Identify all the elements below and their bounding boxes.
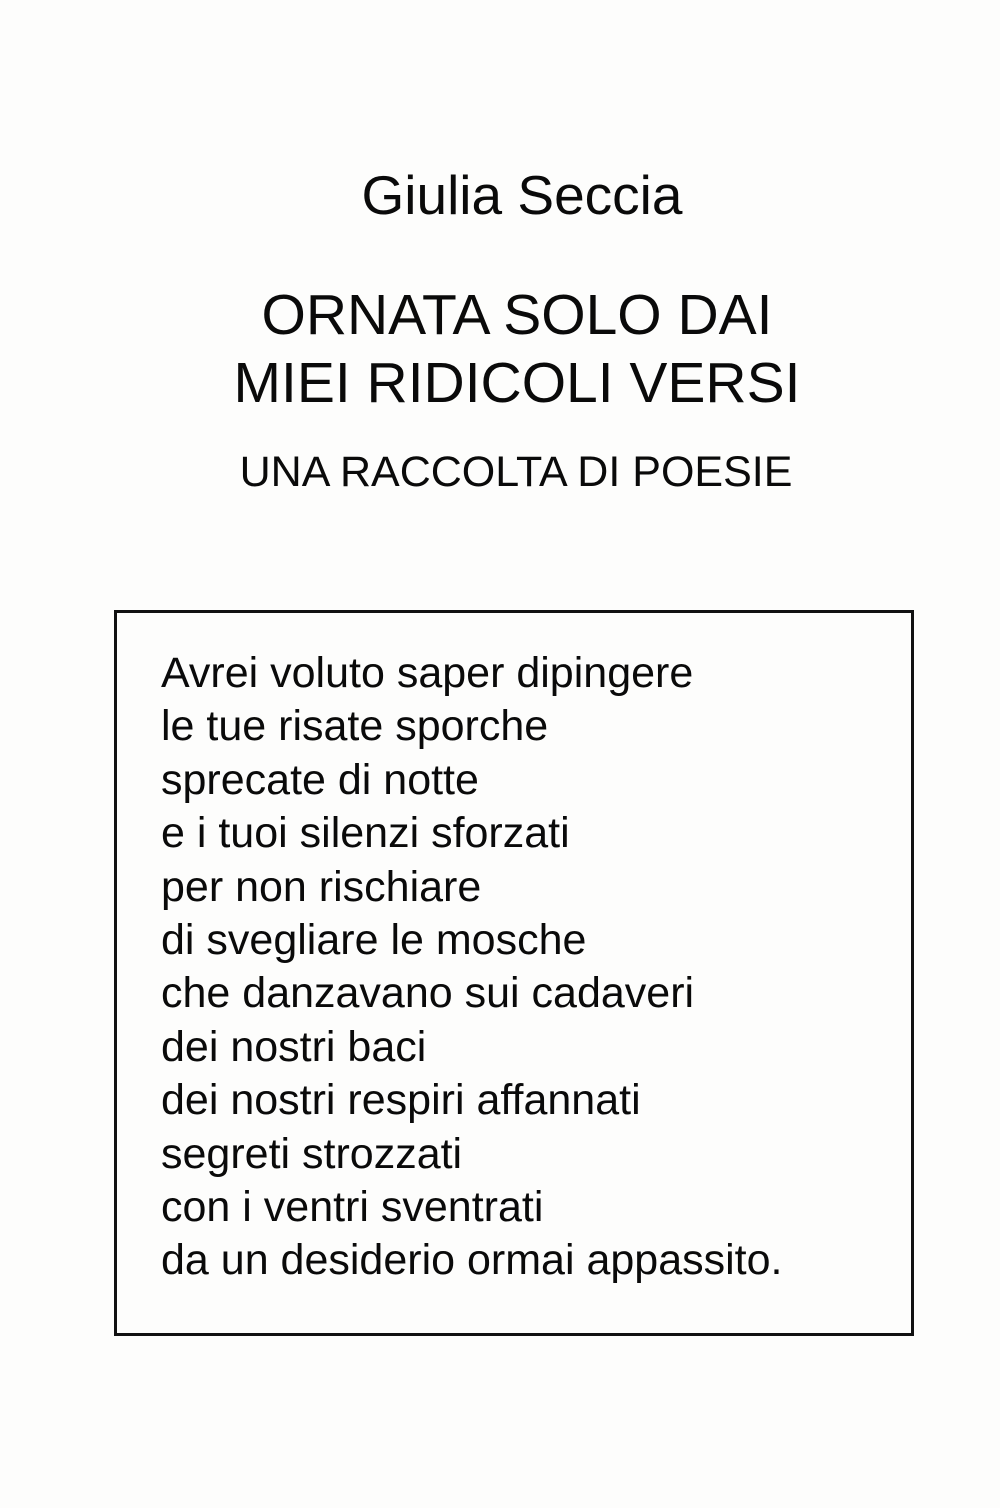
poem-line: da un desiderio ormai appassito.	[161, 1236, 783, 1285]
poem-line: con i ventri sventrati	[161, 1183, 544, 1232]
author-name: Giulia Seccia	[361, 164, 683, 226]
poem-line: segreti strozzati	[161, 1129, 463, 1178]
book-subtitle: UNA RACCOLTA DI POESIE	[239, 448, 793, 496]
book-title	[0, 281, 1000, 417]
poem-line: di svegliare le mosche	[161, 916, 587, 965]
poem-line: che danzavano sui cadaveri	[161, 969, 695, 1018]
poem-line: sprecate di notte	[161, 755, 479, 804]
poem-line: Avrei voluto saper dipingere	[161, 649, 694, 697]
poem-frame	[114, 610, 914, 1336]
book-title-line: MIEI RIDICOLI VERSI	[233, 351, 801, 415]
poem-line: dei nostri baci	[161, 1022, 427, 1071]
poem-line: per non rischiare	[161, 862, 482, 911]
poem-text	[161, 647, 782, 1288]
poem-line: e i tuoi silenzi sforzati	[161, 809, 570, 858]
poem-line: le tue risate sporche	[161, 702, 549, 751]
book-title-line: ORNATA SOLO DAI	[261, 283, 773, 347]
poem-line: dei nostri respiri affannati	[161, 1076, 641, 1125]
